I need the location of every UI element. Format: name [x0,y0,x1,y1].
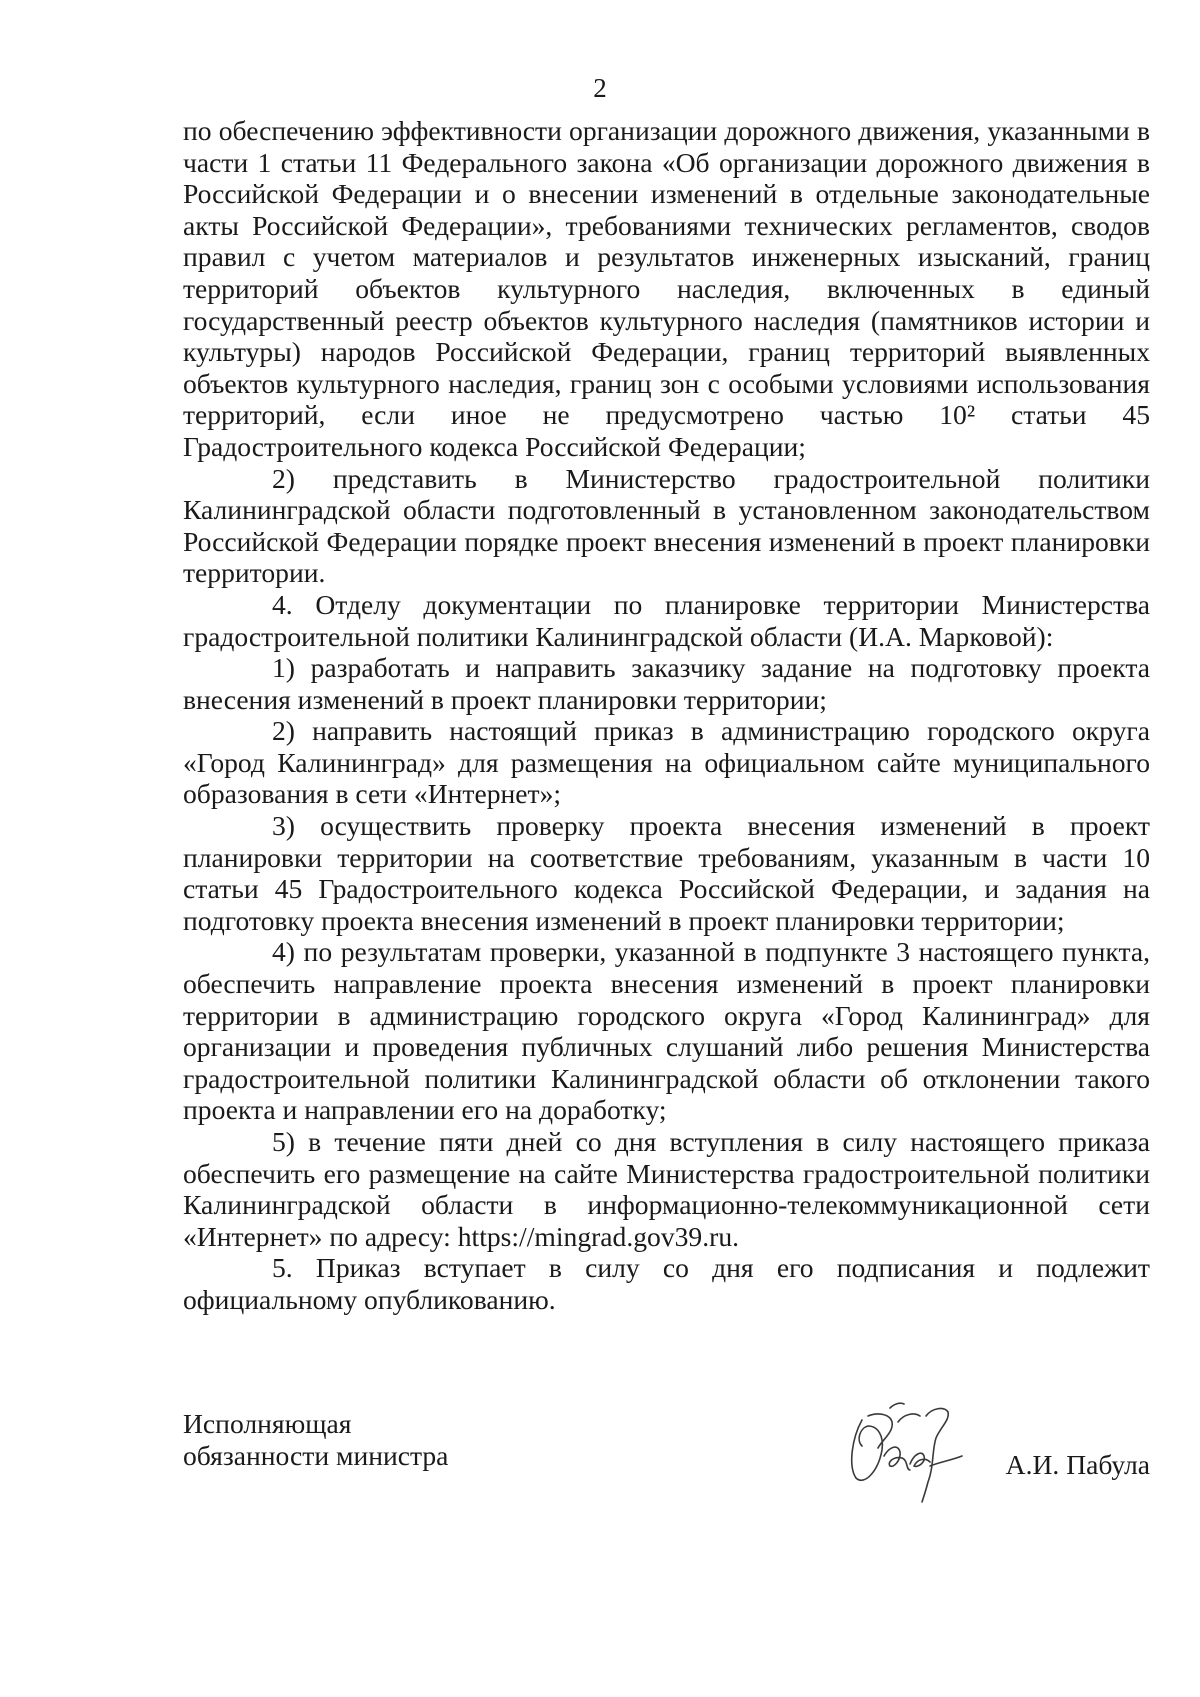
document-body [183,115,1150,1316]
page-number: 2 [593,73,607,103]
signature-block [183,1408,1150,1518]
paragraph-section-4-item-3: 3) осуществить проверку проекта внесения изменений в проект планировки территории на соответствие требованиям, указанным в части 10 статьи 45 Градостроительного кодекса Российской Федерации, и задания на подготовку проекта внесения изменений в проект планировки территории; [183,810,1150,936]
paragraph-item-2: 2) представить в Министерство градостроительной политики Калининградской области подготовленный в установленном законодательством Российской Федерации порядке проект внесения изменений в проект планировки территории. [183,462,1150,589]
handwritten-signature [838,1386,968,1508]
paragraph-section-4-item-1: 1) разработать и направить заказчику задание на подготовку проекта внесения изменений в проект планировки территории; [183,652,1150,715]
signatory-position-line-2: обязанности министра [183,1439,449,1471]
paragraph-section-5: 5. Приказ вступает в силу со дня его подписания и подлежит официальному опубликованию. [183,1252,1150,1315]
paragraph-section-4-item-4: 4) по результатам проверки, указанной в подпункте 3 настоящего пункта, обеспечить направление проекта внесения изменений в проект планировки территории в администрацию городского округа «Город Калининград» для организации и проведения публичных слушаний либо решения Министерства градостроительной политики Калининградской области об отклонении такого проекта и направлении его на доработку; [183,936,1150,1126]
paragraph-section-4-item-2: 2) направить настоящий приказ в администрацию городского округа «Город Калининград» для размещения на официальном сайте муниципального образования в сети «Интернет»; [183,715,1150,810]
signatory-name: А.И. Пабула [1005,1449,1150,1480]
paragraph-continuation: по обеспечению эффективности организации дорожного движения, указанными в части 1 статьи 11 Федерального закона «Об организации дорожного движения в Российской Федерации и о внесении изменений в отдельные законодательные акты Российской Федерации», требованиями технических регламентов, сводов правил с учетом материалов и результатов инженерных изысканий, границ территорий объектов культурного наследия, включенных в единый государственный реестр объектов культурного наследия (памятников истории и культуры) народов Российской Федерации, границ территорий выявленных объектов культурного наследия, границ зон с особыми условиями использования территорий, если иное не предусмотрено частью 10² статьи 45 Градостроительного кодекса Российской Федерации; [183,115,1150,462]
paragraph-section-4-item-5: 5) в течение пяти дней со дня вступления в силу настоящего приказа обеспечить его размещение на сайте Министерства градостроительной политики Калининградской области в информационно-телекоммуникационной сети «Интернет» по адресу: https://mingrad.gov39.ru. [183,1126,1150,1252]
signatory-position-line-1: Исполняющая [183,1408,352,1439]
paragraph-section-4: 4. Отделу документации по планировке территории Министерства градостроительной политики Калининградской области (И.А. Марковой): [183,588,1150,652]
signatory-position [183,1408,448,1471]
